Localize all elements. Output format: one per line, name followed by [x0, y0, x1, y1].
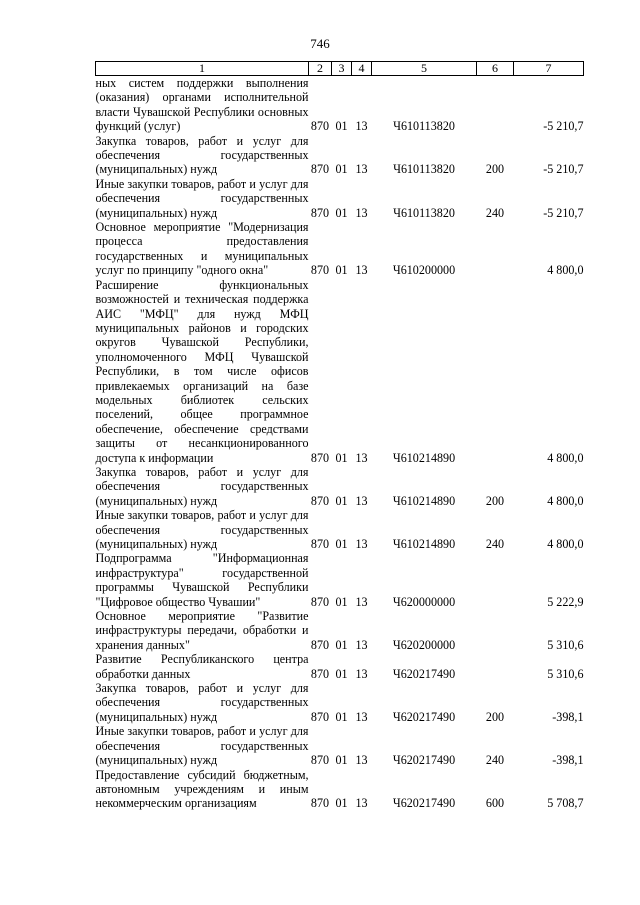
row-subsection-code: 13: [355, 537, 368, 551]
row-description: Иные закупки товаров, работ и услуг для обеспечения государственных (муниципальных) нужд: [95, 508, 309, 551]
row-target-code: Ч610113820: [393, 162, 455, 177]
row-ministry-code: 870: [310, 709, 330, 724]
row-section-code: 01: [335, 493, 348, 508]
row-target-code: Ч620000000: [392, 594, 456, 609]
row-target-code: Ч620217490: [392, 753, 456, 768]
row-subsection-code: 13: [355, 753, 368, 768]
row-amount: -398,1: [552, 709, 584, 724]
row-target-code: Ч610214890: [392, 493, 456, 508]
page-number: 746: [310, 36, 330, 51]
row-amount: 4 800,0: [547, 263, 584, 278]
header-row: [96, 62, 584, 76]
table-row: [96, 609, 584, 652]
row-section-code: 01: [335, 753, 348, 768]
row-amount: -5 210,7: [543, 162, 584, 177]
row-ministry-code: 870: [310, 537, 330, 551]
row-target-code: Ч610214890: [392, 450, 456, 465]
row-description: Закупка товаров, работ и услуг для обеспечения государственных (муниципальных) нужд: [95, 133, 309, 177]
row-section-code: 01: [335, 450, 348, 465]
row-expense-type: [477, 652, 514, 681]
row-section-code: 01: [335, 162, 348, 177]
table-row: [96, 278, 584, 465]
row-ministry-code: 870: [310, 594, 330, 609]
row-section-code: 01: [335, 796, 348, 811]
row-amount: -5 210,7: [543, 119, 584, 134]
row-ministry-code: 870: [310, 493, 330, 508]
row-subsection-code: 13: [355, 119, 368, 134]
row-expense-type: [477, 609, 514, 652]
row-expense-type: [477, 551, 514, 609]
table-row: [96, 465, 584, 508]
row-amount: 5 222,9: [547, 594, 584, 609]
row-subsection-code: 13: [355, 666, 368, 681]
row-section-code: 01: [335, 594, 348, 609]
header-col-7: 7: [514, 62, 584, 76]
table-row: [96, 134, 584, 177]
row-amount: 4 800,0: [547, 493, 584, 508]
row-section-code: 01: [335, 709, 348, 724]
row-ministry-code: 870: [310, 162, 330, 177]
table-row: [96, 177, 584, 220]
header-col-5: 5: [372, 62, 477, 76]
budget-table: [95, 61, 584, 811]
row-subsection-code: 13: [355, 205, 368, 220]
row-subsection-code: 13: [355, 263, 368, 278]
header-col-6: 6: [477, 62, 514, 76]
row-ministry-code: 870: [310, 666, 330, 681]
row-expense-type: [477, 220, 514, 278]
row-expense-type: 200: [485, 493, 505, 508]
row-ministry-code: 870: [310, 753, 330, 768]
row-expense-type: [477, 76, 514, 134]
table-row: [96, 768, 584, 811]
row-description: Закупка товаров, работ и услуг для обеспечения государственных (муниципальных) нужд: [95, 681, 309, 724]
row-expense-type: 600: [485, 796, 505, 811]
row-target-code: Ч620217490: [392, 796, 456, 811]
row-ministry-code: 870: [310, 637, 330, 652]
row-ministry-code: 870: [310, 450, 330, 465]
row-section-code: 01: [335, 119, 348, 134]
row-target-code: Ч610113820: [393, 119, 455, 134]
row-description: Основное мероприятие "Развитие инфраструктуры передачи, обработки и хранения данных": [95, 609, 309, 652]
row-amount: -398,1: [552, 753, 584, 768]
row-subsection-code: 13: [355, 796, 368, 811]
row-description: Расширение функциональных возможностей и техническая поддержка АИС "МФЦ" для нужд МФЦ муниципальных районов и городских округов Чувашской Республики, уполномоченного МФЦ Чувашской Республики, в том числе офисов привлекаемых организаций на базе модельных библиотек сельских поселений, общее программное обеспечение, обеспечение средствами защиты от несанкционированного доступа к информации: [95, 277, 309, 465]
row-subsection-code: 13: [355, 709, 368, 724]
row-expense-type: 240: [485, 753, 505, 768]
row-description: Подпрограмма "Информационная инфраструктура" государственной программы Чувашской Республики "Цифровое общество Чувашии": [95, 551, 309, 609]
row-amount: 5 310,6: [547, 666, 584, 681]
table-row: [96, 681, 584, 724]
row-target-code: Ч610214890: [392, 537, 456, 551]
row-subsection-code: 13: [355, 450, 368, 465]
row-expense-type: 200: [485, 709, 505, 724]
table-row: [96, 220, 584, 278]
row-section-code: 01: [335, 637, 348, 652]
row-amount: -5 210,7: [543, 205, 584, 220]
table-row: [96, 508, 584, 551]
row-expense-type: 240: [485, 537, 505, 551]
row-section-code: 01: [335, 263, 348, 278]
row-expense-type: [477, 278, 514, 465]
row-expense-type: 240: [485, 205, 505, 220]
row-subsection-code: 13: [355, 637, 368, 652]
row-ministry-code: 870: [310, 119, 330, 134]
row-subsection-code: 13: [355, 594, 368, 609]
row-ministry-code: 870: [310, 263, 330, 278]
row-amount: 4 800,0: [547, 450, 584, 465]
row-subsection-code: 13: [355, 493, 368, 508]
row-ministry-code: 870: [310, 205, 330, 220]
row-target-code: Ч620217490: [392, 709, 456, 724]
row-description: Иные закупки товаров, работ и услуг для обеспечения государственных (муниципальных) нужд: [95, 176, 309, 220]
table-row: [96, 551, 584, 609]
row-description: ных систем поддержки выполнения (оказания) органами исполнительной власти Чувашской Республики основных функций (услуг): [95, 76, 309, 134]
table-row: [96, 724, 584, 767]
table-row: [96, 652, 584, 681]
row-description: Развитие Республиканского центра обработки данных: [95, 652, 309, 681]
row-section-code: 01: [335, 537, 348, 551]
header-col-1: 1: [96, 62, 309, 76]
header-col-2: 2: [309, 62, 332, 76]
row-target-code: Ч610200000: [392, 263, 456, 278]
row-subsection-code: 13: [355, 162, 368, 177]
row-amount: 5 708,7: [547, 796, 584, 811]
header-col-4: 4: [352, 62, 372, 76]
row-target-code: Ч620217490: [392, 666, 456, 681]
row-section-code: 01: [335, 205, 348, 220]
row-description: Закупка товаров, работ и услуг для обеспечения государственных (муниципальных) нужд: [95, 464, 309, 508]
row-amount: 5 310,6: [547, 637, 584, 652]
row-description: Основное мероприятие "Модернизация процесса предоставления государственных и муниципальных услуг по принципу "одного окна": [95, 220, 309, 278]
row-description: Иные закупки товаров, работ и услуг для обеспечения государственных (муниципальных) нужд: [95, 724, 309, 768]
row-expense-type: 200: [485, 162, 505, 177]
row-target-code: Ч610113820: [393, 205, 455, 220]
table-row: [96, 76, 584, 134]
row-description: Предоставление субсидий бюджетным, автономным учреждениям и иным некоммерческим организациям: [95, 767, 309, 811]
header-col-3: 3: [332, 62, 352, 76]
row-amount: 4 800,0: [547, 537, 584, 551]
row-target-code: Ч620200000: [392, 637, 456, 652]
row-ministry-code: 870: [310, 796, 330, 811]
row-section-code: 01: [335, 666, 348, 681]
